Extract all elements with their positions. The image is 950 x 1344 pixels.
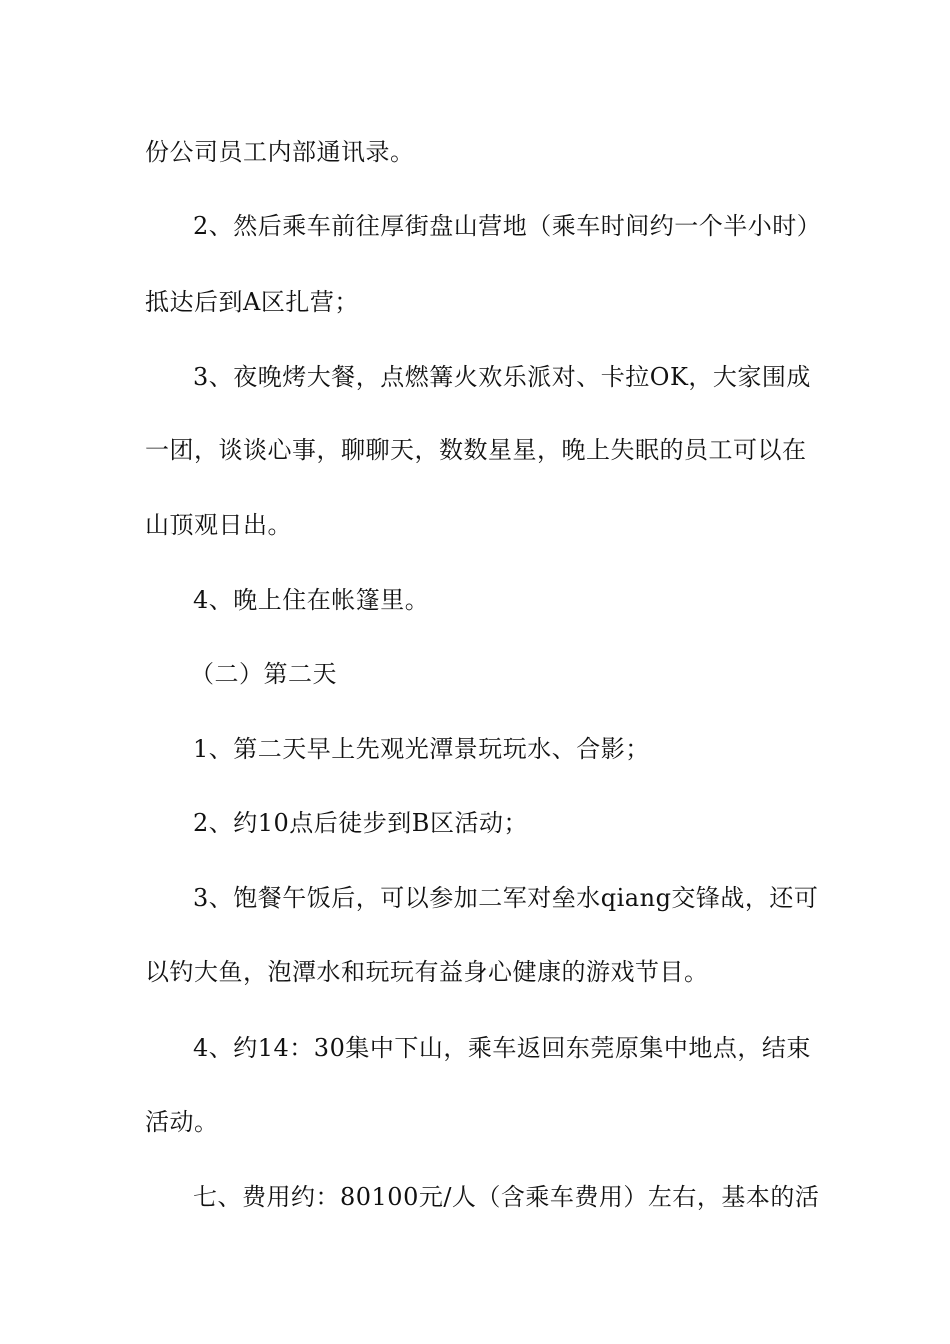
paragraph-line: 以钓大鱼，泡潭水和玩玩有益身心健康的游戏节目。 xyxy=(145,958,709,986)
paragraph-line: 份公司员工内部通讯录。 xyxy=(145,138,415,166)
paragraph-line: 2、约10点后徒步到B区活动； xyxy=(193,809,528,837)
section-heading: （二）第二天 xyxy=(190,660,337,688)
paragraph-line: 4、晚上住在帐篷里。 xyxy=(193,586,430,614)
paragraph-line: 山顶观日出。 xyxy=(145,511,292,539)
paragraph-line: 2、然后乘车前往厚街盘山营地（乘车时间约一个半小时） xyxy=(193,212,822,240)
paragraph-line: 4、约14：30集中下山，乘车返回东莞原集中地点，结束 xyxy=(193,1034,811,1062)
paragraph-line: 一团，谈谈心事，聊聊天，数数星星，晚上失眠的员工可以在 xyxy=(145,436,807,464)
paragraph-line: 1、第二天早上先观光潭景玩玩水、合影； xyxy=(193,735,650,763)
paragraph-line: 3、饱餐午饭后，可以参加二军对垒水qiang交锋战，还可 xyxy=(193,884,819,912)
paragraph-line: 活动。 xyxy=(145,1108,219,1136)
paragraph-line: 抵达后到A区扎营； xyxy=(145,288,359,316)
paragraph-line: 3、夜晚烤大餐，点燃篝火欢乐派对、卡拉OK，大家围成 xyxy=(193,363,811,391)
paragraph-line: 七、费用约：80100元/人（含乘车费用）左右，基本的活 xyxy=(193,1183,820,1211)
